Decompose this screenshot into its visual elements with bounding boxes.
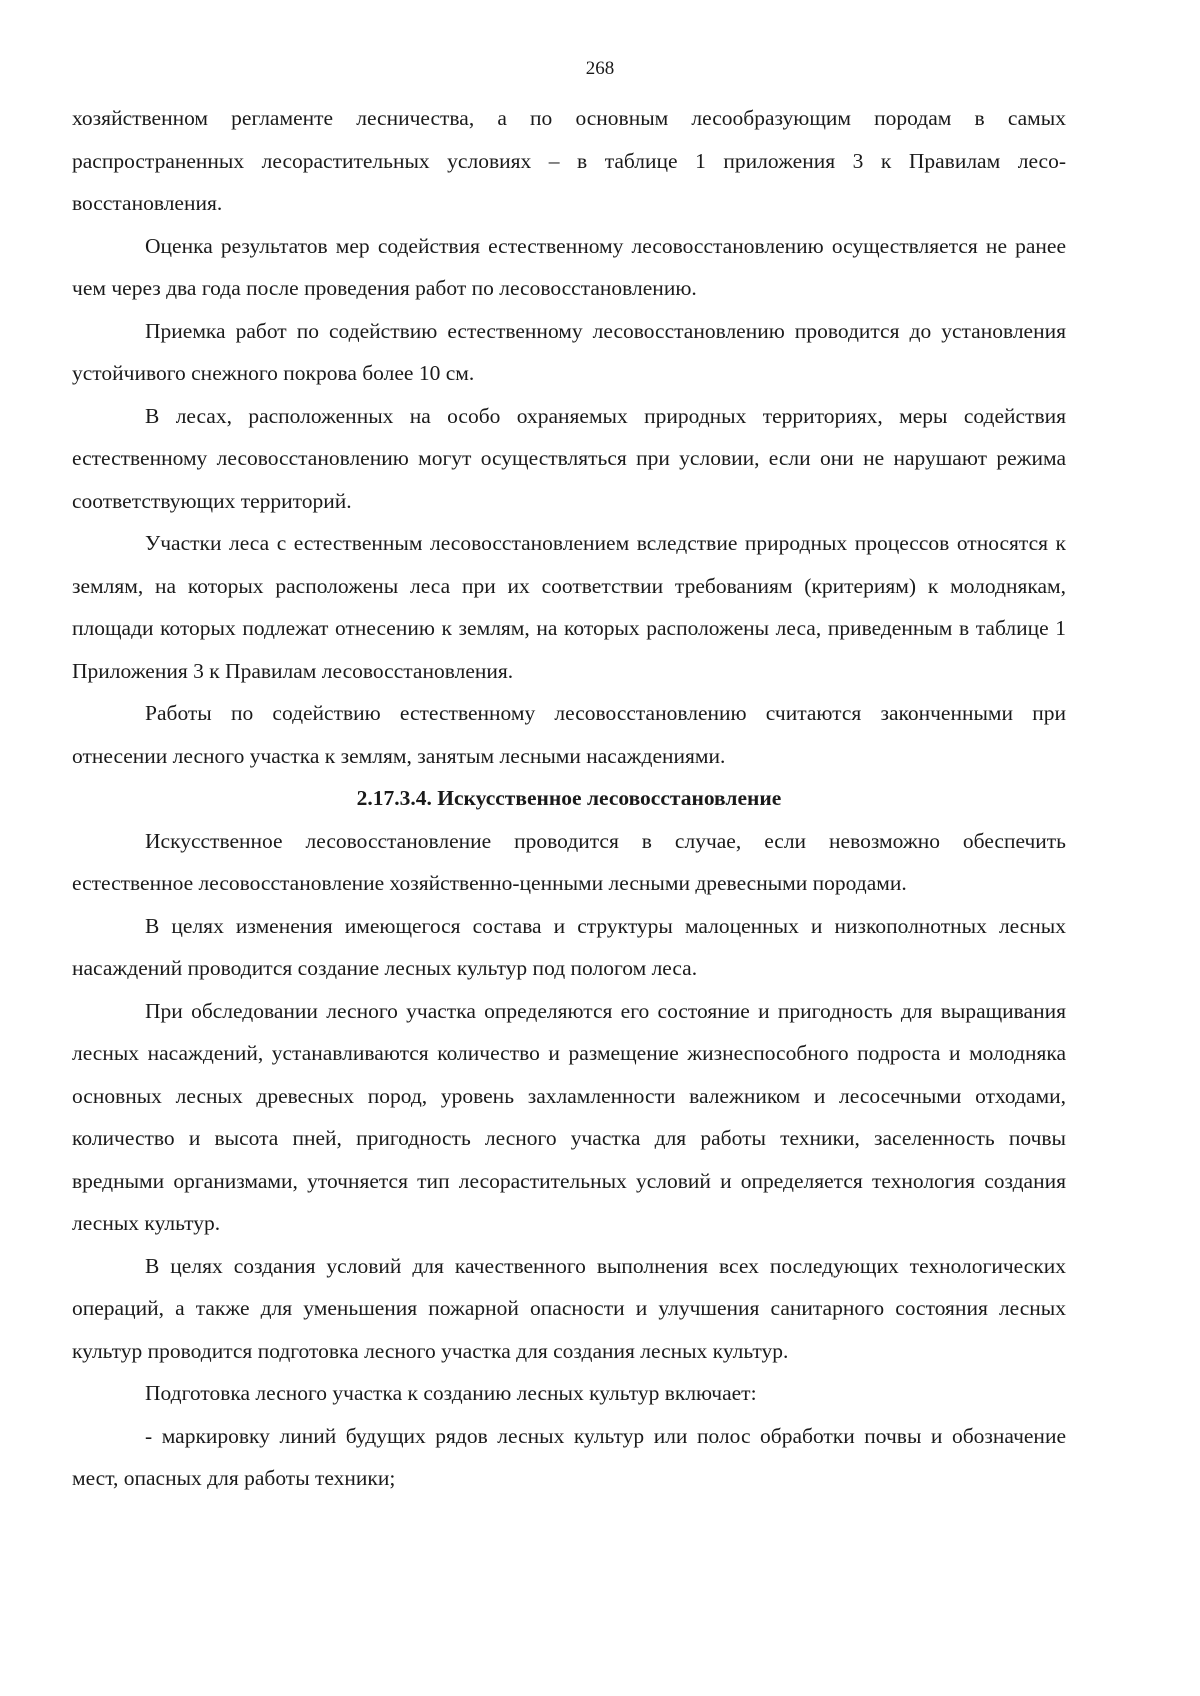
paragraph: В целях создания условий для качественного выполнения всех последующих технологических операций, а также для уменьшения пожарной опасности и улучшения санитарного состояния лесных культур проводится подготовка лесного участка для создания лесных культур. (72, 1253, 1066, 1363)
paragraph: В лесах, расположенных на особо охраняемых природных территориях, меры содействия естественному лесовосстановлению могут осуществляться при условии, если они не нарушают режима соответствующих территорий. (72, 403, 1066, 513)
paragraph: Оценка результатов мер содействия естественному лесовосстановлению осуществляется не ранее чем через два года после проведения работ по лесовосстановлению. (72, 233, 1066, 300)
paragraph: Работы по содействию естественному лесовосстановлению считаются законченными при отнесении лесного участка к землям, занятым лесными насаждениями. (72, 701, 1066, 768)
paragraph: При обследовании лесного участка определяются его состояние и пригодность для выращивания лесных насаждений, устанавливаются количество и размещение жизнеспособного подроста и молодняка основных лесных древесных пород, уровень захламленности валежником и лесосечными отходами, количество и высота пней, пригодность лесного участка для работы техники, заселенность почвы вредными организмами, уточняется тип лесорастительных условий и определяется технология создания лесных культур. (72, 998, 1066, 1235)
paragraph: Участки леса с естественным лесовосстановлением вследствие природных процессов относятся к землям, на которых расположены леса при их соответствии требованиям (критериям) к молоднякам, площади которых подлежат отнесению к землям, на которых расположены леса, приведенным в таблице 1 Приложения 3 к Правилам лесовосстановления. (72, 531, 1066, 683)
page-number: 268 (585, 58, 615, 79)
paragraph: хозяйственном регламенте лесничества, а по основным лесообразующим породам в самых распространенных лесорастительных условиях – в таблице 1 приложения 3 к Правилам лесовосстановления. (72, 106, 1066, 215)
paragraph: Подготовка лесного участка к созданию лесных культур включает: (145, 1381, 757, 1405)
document-body (72, 97, 1066, 1500)
paragraph: Приемка работ по содействию естественному лесовосстановлению проводится до установления устойчивого снежного покрова более 10 см. (72, 318, 1066, 385)
paragraph: В целях изменения имеющегося состава и структуры малоценных и низкополнотных лесных насаждений проводится создание лесных культур под пологом леса. (72, 913, 1066, 980)
section-heading: 2.17.3.4. Искусственное лесовосстановление (356, 786, 782, 810)
paragraph: Искусственное лесовосстановление проводится в случае, если невозможно обеспечить естественное лесовосстановление хозяйственно-ценными лесными древесными породами. (72, 828, 1066, 895)
list-item: - маркировку линий будущих рядов лесных культур или полос обработки почвы и обозначение мест, опасных для работы техники; (72, 1423, 1066, 1490)
